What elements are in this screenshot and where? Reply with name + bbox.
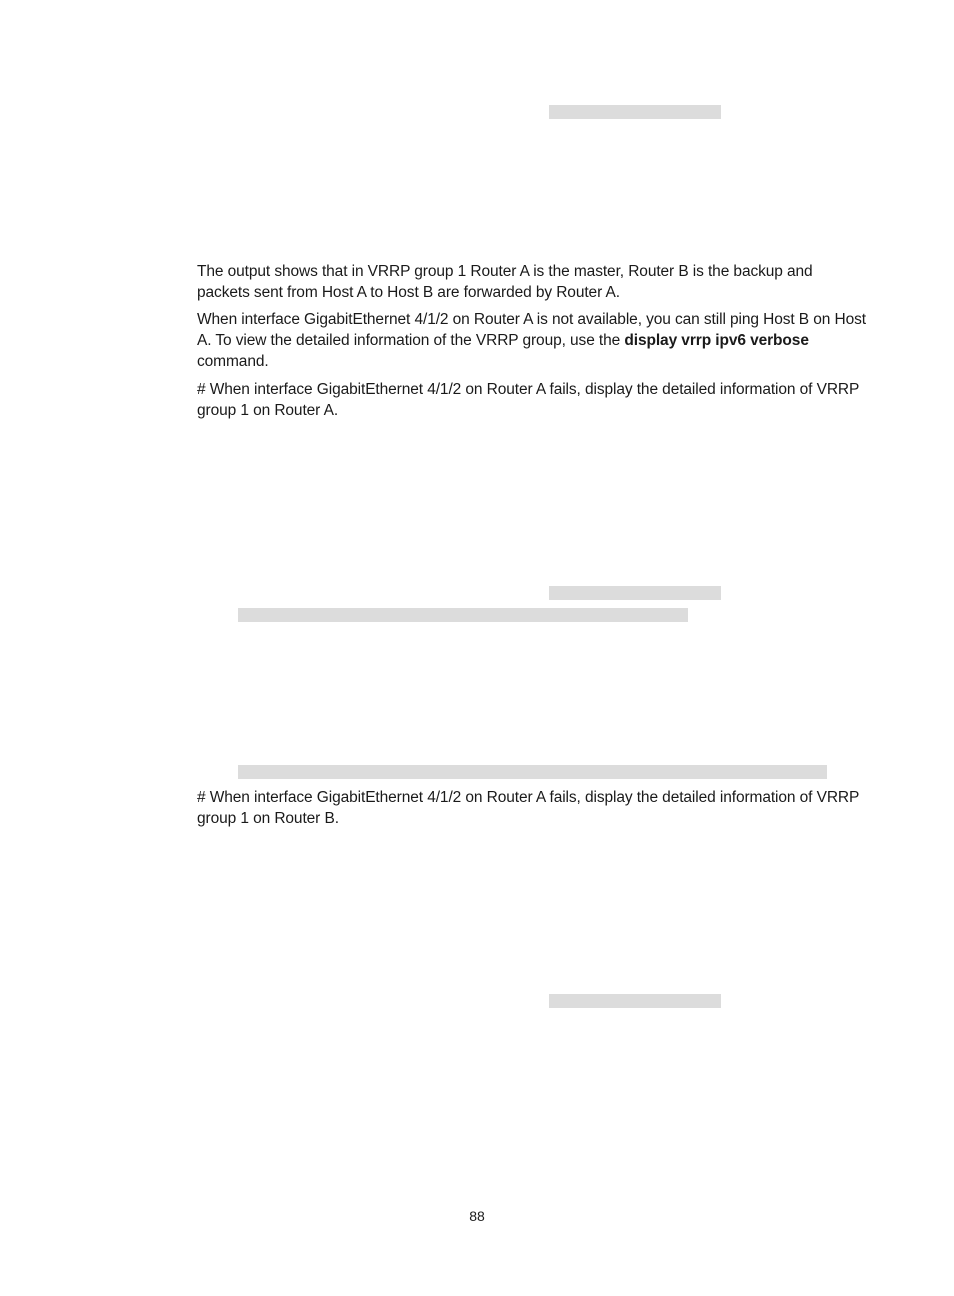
- highlight-bar: [238, 765, 827, 779]
- paragraph-router-b-step: # When interface GigabitEthernet 4/1/2 on Router A fails, display the detailed information of VRRP group 1 on Router B.: [197, 789, 859, 827]
- paragraph-text: command.: [197, 353, 269, 370]
- highlight-bar: [549, 994, 721, 1008]
- paragraph-ping-instruction: [197, 309, 869, 372]
- paragraph-router-a-step: # When interface GigabitEthernet 4/1/2 on Router A fails, display the detailed information of VRRP group 1 on Router A.: [197, 381, 859, 419]
- highlight-bar: [549, 105, 721, 119]
- paragraph-text: When interface GigabitEthernet 4/1/2 on Router A is not available, you can still ping Host B on Host A. To view the detailed information of the VRRP group, use the: [197, 311, 866, 349]
- highlight-bar: [238, 608, 688, 622]
- command-name: display vrrp ipv6 verbose: [624, 332, 809, 349]
- page-number: 88: [469, 1208, 485, 1224]
- paragraph-output-summary: The output shows that in VRRP group 1 Router A is the master, Router B is the backup and packets sent from Host A to Host B are forwarded by Router A.: [197, 263, 813, 301]
- highlight-bar: [549, 586, 721, 600]
